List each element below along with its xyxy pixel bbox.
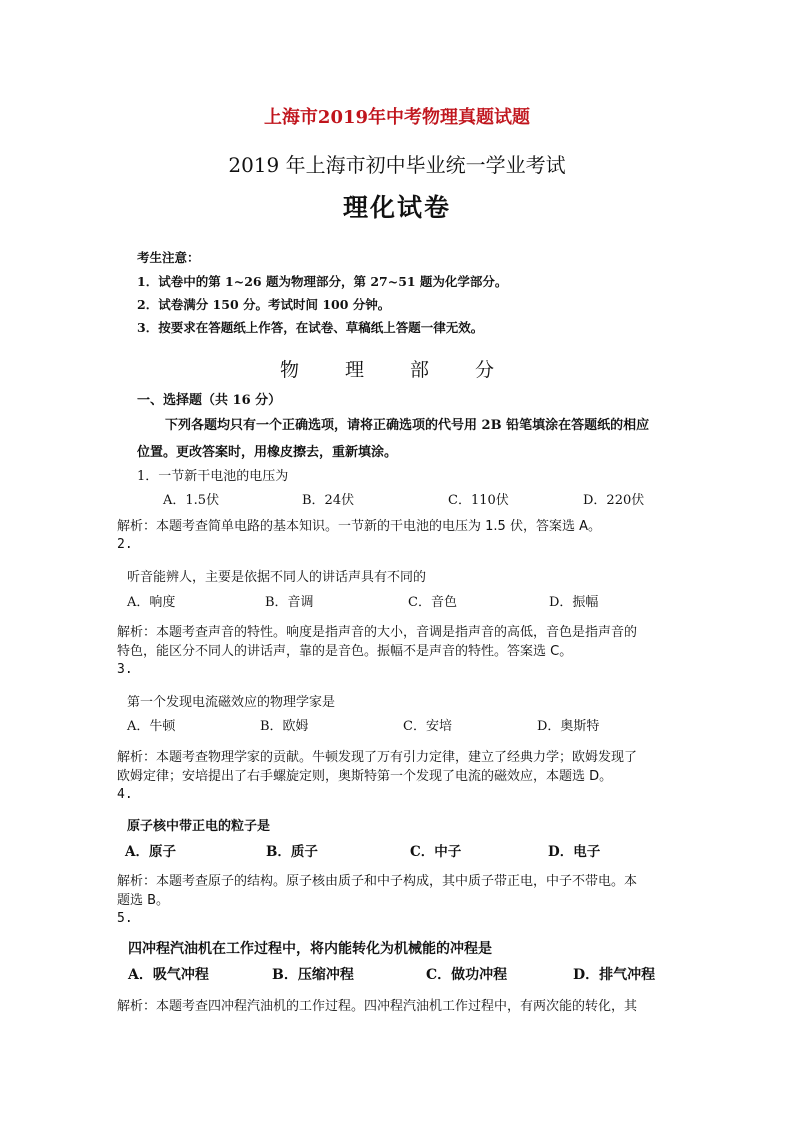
answer-option: A．1.5伏 xyxy=(163,493,220,508)
question-stem: 1．一节新干电池的电压为 xyxy=(137,469,289,484)
answer-option: B．欧姆 xyxy=(260,719,309,734)
answer-option: A．吸气冲程 xyxy=(128,967,209,983)
answer-option: D．排气冲程 xyxy=(573,967,656,983)
answer-option: A．响度 xyxy=(127,595,176,610)
question-stem: 原子核中带正电的粒子是 xyxy=(127,819,271,834)
notice-item: 2．试卷满分 150 分。考试时间 100 分钟。 xyxy=(137,297,391,312)
notice-heading: 考生注意： xyxy=(137,250,200,265)
question-stem: 四冲程汽油机在工作过程中，将内能转化为机械能的冲程是 xyxy=(128,941,492,957)
answer-option: D．电子 xyxy=(548,844,601,860)
question-number: 2. xyxy=(117,537,133,552)
answer-option: C．110伏 xyxy=(448,493,509,508)
answer-analysis: 解析：本题考查原子的结构。原子核由质子和中子构成，其中质子带正电，中子不带电。本 xyxy=(117,874,638,889)
answer-option: A．原子 xyxy=(125,844,176,860)
answer-analysis: 解析：本题考查声音的特性。响度是指声音的大小，音调是指声音的高低，音色是指声音的 xyxy=(117,625,638,640)
answer-option: B．24伏 xyxy=(302,493,355,508)
answer-option: B．音调 xyxy=(265,595,314,610)
answer-analysis: 解析：本题考查物理学家的贡献。牛顿发现了万有引力定律，建立了经典力学；欧姆发现了 xyxy=(117,750,638,765)
answer-option: C．安培 xyxy=(403,719,452,734)
document-source-title: 上海市2019年中考物理真题试题 xyxy=(263,107,531,128)
answer-option: A．牛顿 xyxy=(127,719,176,734)
answer-option: C．做功冲程 xyxy=(426,967,508,983)
section-title: 物 理 部 分 xyxy=(279,359,515,381)
part-heading: 一、选择题（共 16 分） xyxy=(137,393,282,408)
instructions-line: 位置。更改答案时，用橡皮擦去，重新填涂。 xyxy=(137,445,398,460)
question-stem: 听音能辨人，主要是依据不同人的讲话声具有不同的 xyxy=(127,570,427,585)
question-number: 4. xyxy=(117,787,133,802)
answer-option: D．振幅 xyxy=(549,595,599,610)
question-number: 3. xyxy=(117,662,133,677)
question-stem: 第一个发现电流磁效应的物理学家是 xyxy=(127,695,336,710)
answer-option: B．质子 xyxy=(266,844,318,860)
answer-analysis: 解析：本题考查四冲程汽油机的工作过程。四冲程汽油机工作过程中，有两次能的转化，其 xyxy=(117,999,638,1014)
answer-analysis: 题选 B。 xyxy=(117,893,170,908)
question-number: 5. xyxy=(117,911,133,926)
answer-option: B．压缩冲程 xyxy=(272,967,354,983)
answer-option: D．奥斯特 xyxy=(537,719,600,734)
instructions-line: 下列各题均只有一个正确选项，请将正确选项的代号用 2B 铅笔填涂在答题纸的相应 xyxy=(165,418,650,433)
notice-item: 3．按要求在答题纸上作答，在试卷、草稿纸上答题一律无效。 xyxy=(137,320,484,335)
answer-analysis: 特色，能区分不同人的讲话声，靠的是音色。振幅不是声音的特性。答案选 C。 xyxy=(117,644,573,659)
answer-option: C．中子 xyxy=(410,844,462,860)
answer-option: C．音色 xyxy=(408,595,457,610)
notice-item: 1．试卷中的第 1~26 题为物理部分，第 27~51 题为化学部分。 xyxy=(137,274,508,289)
answer-option: D．220伏 xyxy=(583,493,645,508)
answer-analysis: 欧姆定律；安培提出了右手螺旋定则，奥斯特第一个发现了电流的磁效应，本题选 D。 xyxy=(117,769,613,784)
exam-title: 2019 年上海市初中毕业统一学业考试 xyxy=(228,153,566,177)
paper-title: 理化试卷 xyxy=(342,193,451,222)
answer-analysis: 解析：本题考查简单电路的基本知识。一节新的干电池的电压为 1.5 伏，答案选 A。 xyxy=(117,519,601,534)
